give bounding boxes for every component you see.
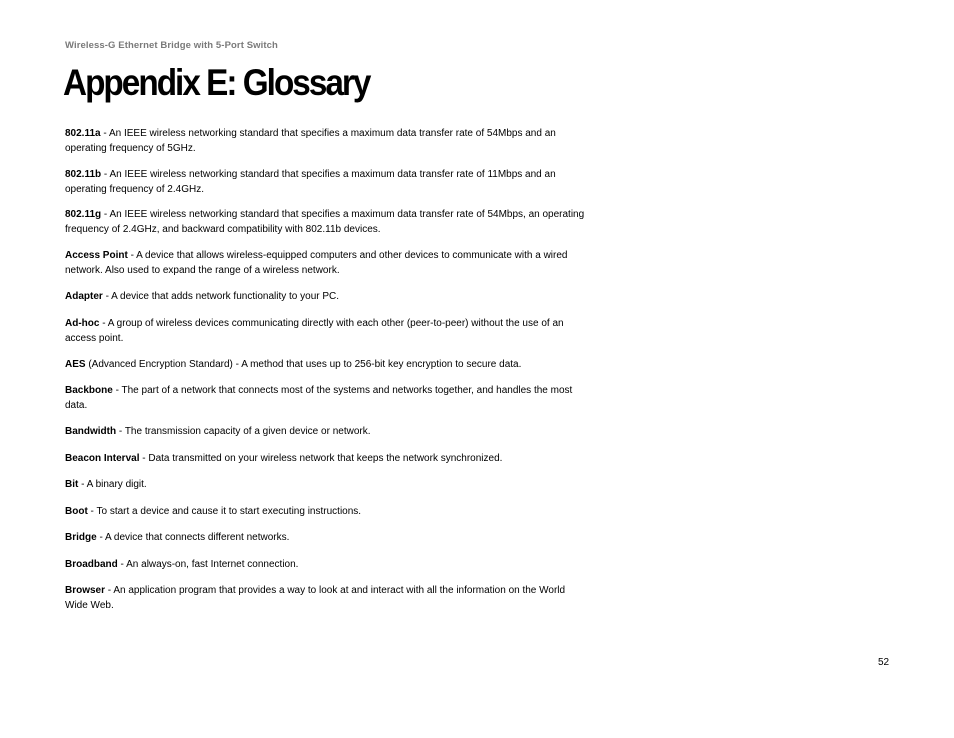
glossary-term: 802.11a (65, 128, 101, 139)
glossary-entry (65, 316, 585, 346)
glossary-entry (65, 477, 585, 492)
glossary-term: Browser (65, 585, 106, 596)
glossary-definition: - An IEEE wireless networking standard that specifies a maximum data transfer rate of 11Mbps and an operating frequency of 2.4GHz. (65, 169, 556, 195)
glossary-definition: - An IEEE wireless networking standard that specifies a maximum data transfer rate of 54Mbps, an operating frequency of 2.4GHz, and backward compatibility with 802.11b devices. (65, 209, 585, 235)
glossary-term: Bridge (65, 532, 97, 543)
glossary-definition: - The transmission capacity of a given device or network. (116, 426, 371, 437)
glossary-entry (65, 248, 585, 278)
page-title: Appendix E: Glossary (63, 62, 370, 103)
glossary-entry (65, 504, 585, 519)
glossary-entry (65, 583, 585, 613)
glossary-entry (65, 383, 585, 413)
glossary-definition: - A device that allows wireless-equipped computers and other devices to communicate with a wired network. Also used to expand the range of a wireless network. (65, 250, 568, 276)
glossary-term: Backbone (65, 385, 113, 396)
glossary-entry (65, 207, 585, 237)
glossary-term: Boot (65, 506, 88, 517)
glossary-term: 802.11b (65, 169, 102, 180)
glossary-term: Broadband (65, 559, 118, 570)
glossary-definition: - A device that adds network functionality to your PC. (102, 291, 340, 302)
glossary-definition: - An application program that provides a way to look at and interact with all the information on the World Wide Web. (65, 585, 566, 611)
glossary-definition: - A binary digit. (78, 479, 147, 490)
page-number: 52 (878, 657, 890, 668)
glossary-entry (65, 557, 585, 572)
glossary-term: Ad-hoc (65, 318, 100, 329)
glossary-entry (65, 357, 585, 372)
glossary-entry (65, 530, 585, 545)
glossary-term: AES (65, 359, 86, 370)
glossary-definition: (Advanced Encryption Standard) - A method that uses up to 256-bit key encryption to secure data. (85, 359, 522, 370)
glossary-term: Access Point (65, 250, 128, 261)
glossary-term: Adapter (65, 291, 103, 302)
glossary-term: Beacon Interval (65, 453, 140, 464)
glossary-entry (65, 126, 585, 156)
glossary-definition: - A device that connects different networks. (96, 532, 290, 543)
glossary-entry (65, 289, 585, 304)
glossary-term: Bit (65, 479, 79, 490)
glossary-entry (65, 167, 585, 197)
glossary-term: 802.11g (65, 209, 102, 220)
running-header: Wireless-G Ethernet Bridge with 5-Port Switch (65, 40, 278, 51)
glossary-definition: - To start a device and cause it to start executing instructions. (87, 506, 362, 517)
glossary-term: Bandwidth (65, 426, 117, 437)
glossary-definition: - An IEEE wireless networking standard that specifies a maximum data transfer rate of 54Mbps and an operating frequency of 5GHz. (65, 128, 556, 154)
glossary-definition: - Data transmitted on your wireless network that keeps the network synchronized. (139, 453, 503, 464)
glossary-definition: - A group of wireless devices communicating directly with each other (peer-to-peer) without the use of an access point. (65, 318, 564, 344)
glossary-entry (65, 451, 585, 466)
glossary-definition: - The part of a network that connects most of the systems and networks together, and handles the most data. (65, 385, 573, 411)
glossary-entry (65, 424, 585, 439)
glossary-definition: - An always-on, fast Internet connection. (117, 559, 299, 570)
